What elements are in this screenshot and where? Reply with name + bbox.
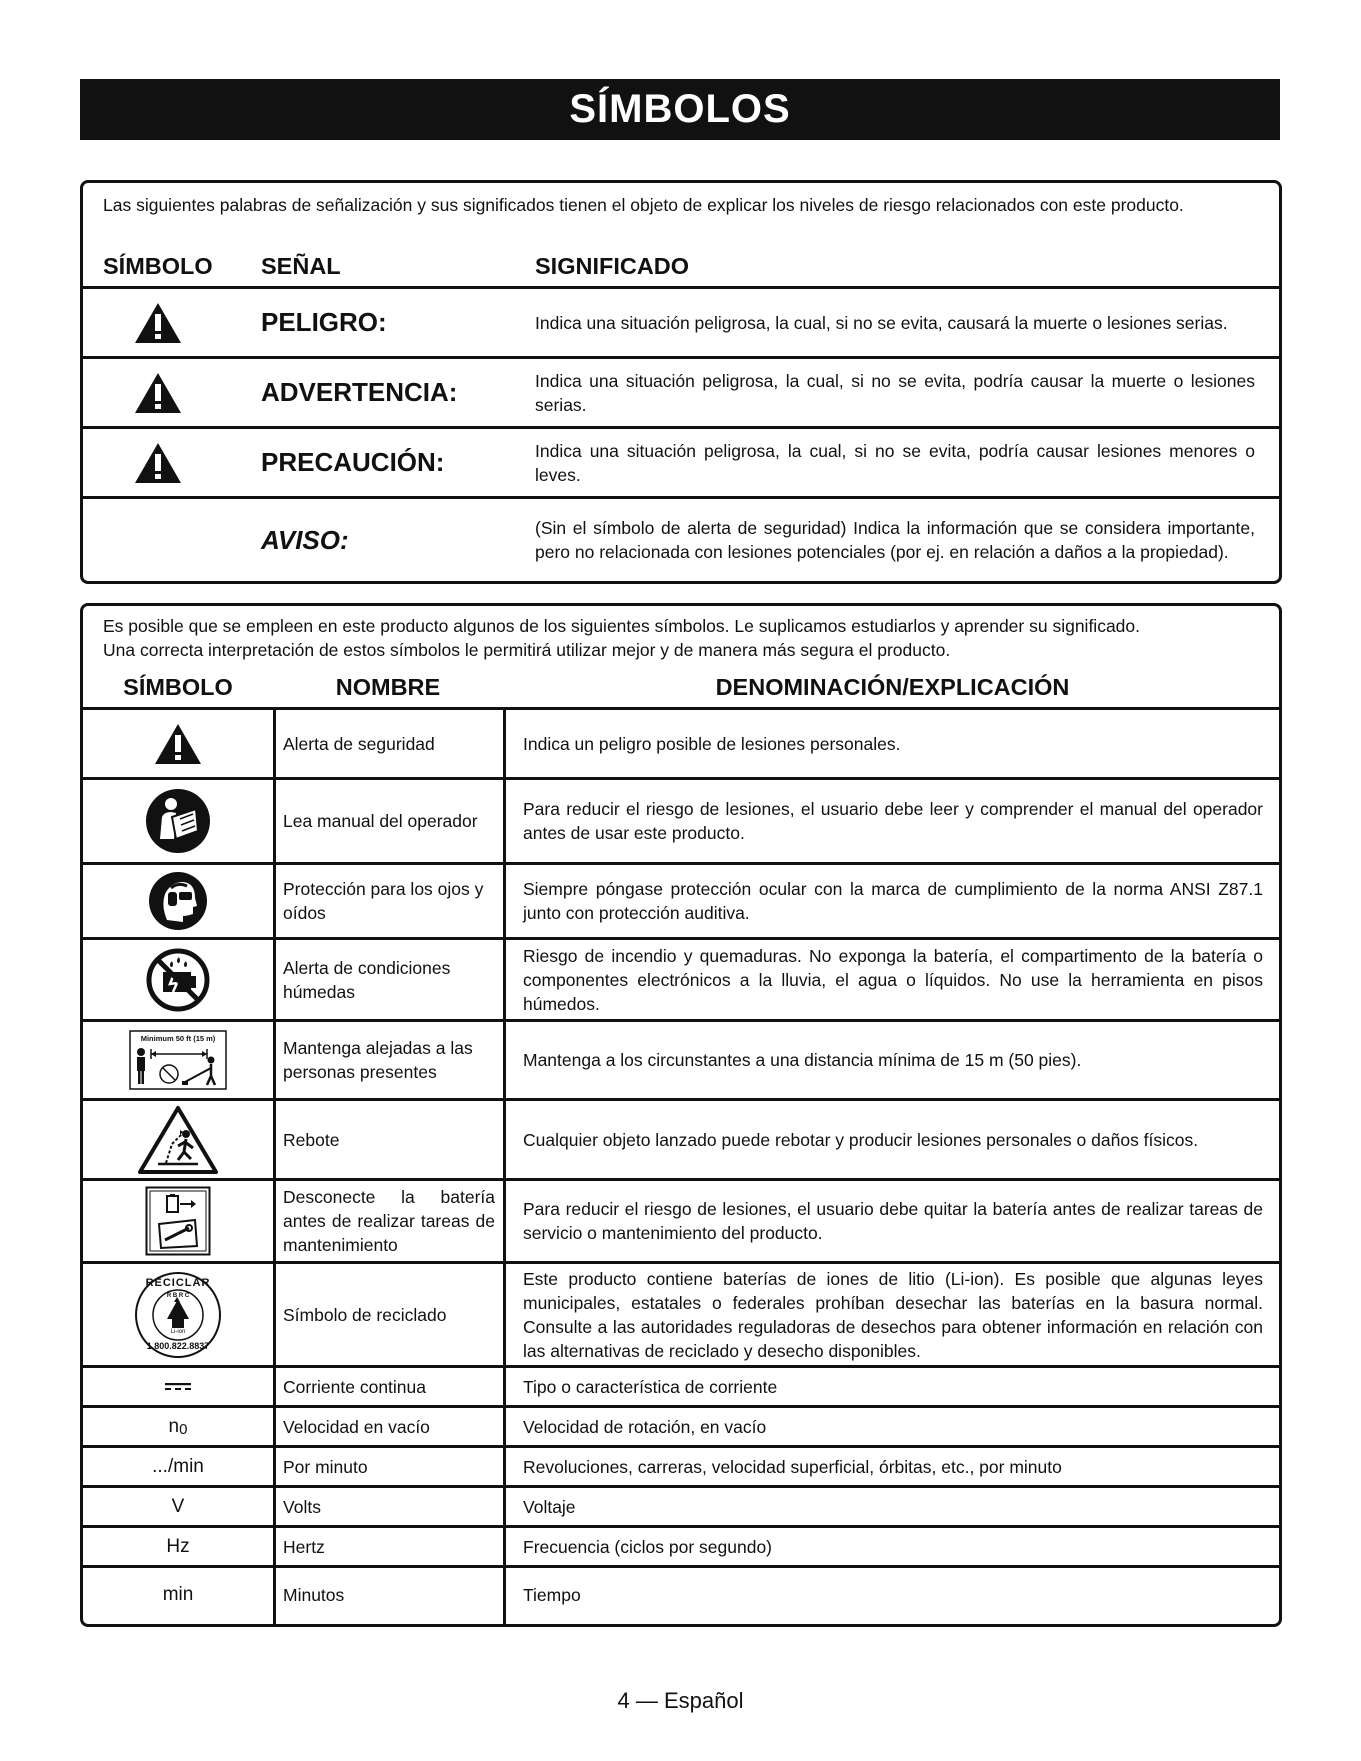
desc-ricochet: Cualquier objeto lanzado puede rebotar y producir lesiones personales o daños físicos. — [523, 1129, 1199, 1150]
eye-ear-protection-icon — [147, 870, 209, 932]
symbol-row-recycle — [83, 1264, 1279, 1365]
symbol-row-safety-alert — [83, 710, 1279, 777]
name-wet-conditions: Alerta de condiciones húmedas — [283, 957, 451, 1002]
symbol-per-minute: .../min — [152, 1455, 204, 1477]
name-per-minute: Por minuto — [283, 1456, 368, 1477]
signal-words-box — [80, 180, 1282, 584]
recycle-seal-icon — [134, 1271, 222, 1359]
signal-row-caution — [83, 429, 1279, 496]
name-volts: Volts — [283, 1496, 321, 1517]
signal-row-warning — [83, 359, 1279, 426]
desc-safety-alert: Indica un peligro posible de lesiones personales. — [523, 733, 901, 754]
name-recycle: Símbolo de reciclado — [283, 1304, 447, 1325]
seal-text-chemistry: Li-ion — [170, 1328, 186, 1335]
header-signal: SEÑAL — [261, 253, 341, 279]
page-title: SÍMBOLOS — [80, 79, 1280, 140]
symbol-row-remove-battery — [83, 1181, 1279, 1261]
desc-wet-conditions: Riesgo de incendio y quemaduras. No exponga la batería, el compartimento de la batería o componentes electrónicos a la lluvia, el agua o líquidos. No use la herramienta en pisos húmedos. — [523, 945, 1263, 1014]
meaning-warning: Indica una situación peligrosa, la cual, si no se evita, podría causar la muerte o lesiones serias. — [535, 370, 1255, 415]
header-symbol: SÍMBOLO — [103, 253, 213, 279]
name-direct-current: Corriente continua — [283, 1376, 426, 1397]
signal-danger: PELIGRO: — [261, 307, 387, 337]
symbol-row-no-load-speed — [83, 1408, 1279, 1445]
symbol-no-load-speed-n: n — [168, 1415, 180, 1437]
symbols-intro-line-2: Una correcta interpretación de estos símbolos le permitirá utilizar mejor y de manera más segura el producto. — [103, 640, 951, 660]
symbols-box — [80, 603, 1282, 1627]
symbol-row-per-minute — [83, 1448, 1279, 1485]
name-safety-alert: Alerta de seguridad — [283, 733, 435, 754]
symbols-intro — [103, 614, 1261, 662]
desc-keep-bystanders-away: Mantenga a los circunstantes a una distancia mínima de 15 m (50 pies). — [523, 1050, 1082, 1070]
remove-battery-icon — [145, 1186, 211, 1256]
name-eye-ear-protection: Protección para los ojos y oídos — [283, 879, 484, 923]
header-meaning: SIGNIFICADO — [535, 253, 690, 279]
desc-remove-battery: Para reducir el riesgo de lesiones, el usuario debe quitar la batería antes de realizar tareas de servicio o mantenimiento del producto. — [523, 1199, 1263, 1243]
icon-label-minimum-distance: Minimum 50 ft (15 m) — [140, 1034, 216, 1043]
meaning-caution: Indica una situación peligrosa, la cual, si no se evita, podría causar lesiones menores o leves. — [535, 440, 1255, 485]
safety-alert-triangle-icon — [133, 371, 183, 415]
symbol-row-direct-current — [83, 1368, 1279, 1405]
symbols-intro-line-1: Es posible que se empleen en este producto algunos de los siguientes símbolos. Le suplicamos estudiarlos y aprender su significado. — [103, 616, 1141, 636]
ricochet-icon — [136, 1104, 220, 1176]
symbol-no-load-speed-sub: 0 — [179, 1421, 188, 1438]
signal-caution: PRECAUCIÓN: — [261, 447, 445, 477]
safety-alert-triangle-icon — [153, 722, 203, 766]
signal-warning: ADVERTENCIA: — [261, 377, 458, 407]
signal-row-notice — [83, 499, 1279, 581]
page-footer: 4 — Español — [617, 1688, 744, 1713]
safety-alert-triangle-icon — [133, 441, 183, 485]
name-ricochet: Rebote — [283, 1129, 340, 1150]
symbol-row-hertz — [83, 1528, 1279, 1565]
symbol-row-eye-ear-protection — [83, 865, 1279, 937]
direct-current-icon — [165, 1382, 191, 1392]
read-manual-icon — [144, 787, 212, 855]
name-keep-bystanders-away: Mantenga alejadas a las personas presentes — [283, 1038, 473, 1082]
name-minutes: Minutos — [283, 1584, 345, 1605]
name-remove-battery: Desconecte la batería antes de realizar tareas de mantenimiento — [283, 1187, 495, 1255]
keep-bystanders-away-icon — [129, 1030, 227, 1090]
desc-recycle: Este producto contiene baterías de iones de litio (Li-ion). Es posible que algunas leyes municipales, estatales o federales prohíban desechar las baterías en la basura normal. Consulte a las autoridades reguladoras de desechos para obtener información en relación con las alternativas de reciclado y desecho disponibles. — [523, 1268, 1263, 1361]
desc-per-minute: Revoluciones, carreras, velocidad superficial, órbitas, etc., por minuto — [523, 1456, 1062, 1477]
desc-read-manual: Para reducir el riesgo de lesiones, el usuario debe leer y comprender el manual del operador antes de usar este producto. — [523, 799, 1263, 843]
seal-text-phone: 1.800.822.8837 — [146, 1340, 210, 1351]
symbol-row-minutes — [83, 1568, 1279, 1621]
signal-intro: Las siguientes palabras de señalización y sus significados tienen el objeto de explicar los niveles de riesgo relacionados con este producto. — [103, 195, 1184, 215]
symbol-volts: V — [171, 1495, 185, 1517]
header-symbol: SÍMBOLO — [123, 674, 233, 700]
symbol-row-read-manual — [83, 780, 1279, 862]
desc-eye-ear-protection: Siempre póngase protección ocular con la marca de cumplimiento de la norma ANSI Z87.1 junto con protección auditiva. — [523, 879, 1263, 923]
name-hertz: Hertz — [283, 1536, 325, 1557]
header-explanation: DENOMINACIÓN/EXPLICACIÓN — [715, 674, 1070, 700]
seal-text-top: RECICLAR — [145, 1276, 211, 1289]
symbol-row-volts — [83, 1488, 1279, 1525]
seal-text-rbrc: R B R C — [166, 1292, 190, 1299]
desc-hertz: Frecuencia (ciclos por segundo) — [523, 1536, 773, 1557]
meaning-danger: Indica una situación peligrosa, la cual, si no se evita, causará la muerte o lesiones serias. — [535, 312, 1228, 333]
desc-direct-current: Tipo o característica de corriente — [523, 1376, 778, 1397]
symbol-no-load-speed — [83, 1408, 273, 1445]
name-read-manual: Lea manual del operador — [283, 811, 478, 831]
symbol-minutes: min — [162, 1583, 194, 1605]
meaning-notice: (Sin el símbolo de alerta de seguridad) Indica la información que se considera importante, pero no relacionada con lesiones potenciales (por ej. en relación a daños a la propiedad). — [535, 518, 1255, 562]
signal-notice: AVISO: — [261, 524, 349, 555]
symbol-row-keep-bystanders-away — [83, 1022, 1279, 1098]
signal-row-danger — [83, 289, 1279, 356]
header-name: NOMBRE — [335, 674, 441, 700]
desc-volts: Voltaje — [523, 1496, 576, 1517]
desc-minutes: Tiempo — [523, 1584, 581, 1605]
symbol-row-wet-conditions — [83, 940, 1279, 1019]
safety-alert-triangle-icon — [133, 301, 183, 345]
name-no-load-speed: Velocidad en vacío — [283, 1416, 430, 1437]
symbol-hertz: Hz — [166, 1535, 190, 1557]
symbol-row-ricochet — [83, 1101, 1279, 1178]
wet-conditions-icon — [146, 948, 210, 1012]
desc-no-load-speed: Velocidad de rotación, en vacío — [523, 1416, 767, 1437]
